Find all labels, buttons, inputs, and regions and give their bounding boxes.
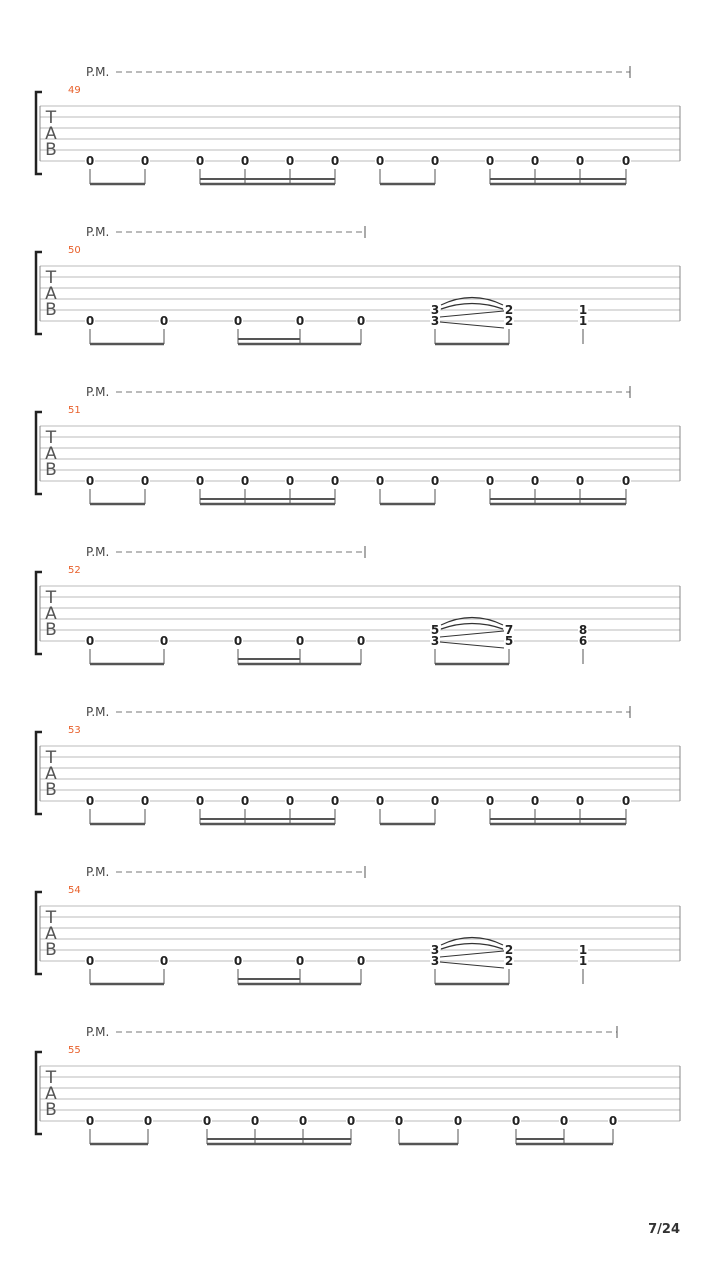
measure-number: 49 bbox=[68, 85, 81, 96]
chord-fret-lower: 5 bbox=[504, 634, 514, 648]
slide-line bbox=[440, 322, 504, 328]
tab-clef-letter: B bbox=[45, 300, 57, 320]
chord-fret-lower: 3 bbox=[430, 634, 440, 648]
fret-number: 0 bbox=[575, 154, 585, 168]
tab-clef-letter: T bbox=[45, 588, 57, 608]
fret-number: 0 bbox=[621, 474, 631, 488]
palm-mute-label: P.M. bbox=[86, 65, 110, 79]
system-bracket bbox=[36, 572, 42, 654]
fret-number: 0 bbox=[85, 1114, 95, 1128]
system-bracket bbox=[36, 1052, 42, 1134]
tab-clef-letter: A bbox=[45, 284, 57, 304]
tab-clef-letter: A bbox=[45, 924, 57, 944]
tab-clef-letter: B bbox=[45, 620, 57, 640]
fret-number: 0 bbox=[233, 954, 243, 968]
fret-number: 0 bbox=[530, 474, 540, 488]
fret-number: 0 bbox=[140, 154, 150, 168]
fret-number: 0 bbox=[485, 474, 495, 488]
measure-number: 53 bbox=[68, 725, 81, 736]
fret-number: 0 bbox=[159, 314, 169, 328]
fret-number: 0 bbox=[511, 1114, 521, 1128]
fret-number: 0 bbox=[453, 1114, 463, 1128]
measure-number: 54 bbox=[68, 885, 81, 896]
chord-fret-lower: 2 bbox=[504, 314, 514, 328]
fret-number: 0 bbox=[375, 154, 385, 168]
fret-number: 0 bbox=[559, 1114, 569, 1128]
page-number: 7/24 bbox=[648, 1222, 680, 1237]
fret-number: 0 bbox=[85, 314, 95, 328]
fret-number: 0 bbox=[233, 634, 243, 648]
fret-number: 0 bbox=[140, 794, 150, 808]
tab-system-54 bbox=[36, 865, 680, 984]
fret-number: 0 bbox=[202, 1114, 212, 1128]
measure-number: 52 bbox=[68, 565, 81, 576]
chord-fret-upper: 1 bbox=[578, 303, 588, 317]
chord-fret-lower: 2 bbox=[504, 954, 514, 968]
chord-fret-upper: 1 bbox=[578, 943, 588, 957]
chord-fret-lower: 3 bbox=[430, 954, 440, 968]
fret-number: 0 bbox=[250, 1114, 260, 1128]
fret-number: 0 bbox=[85, 954, 95, 968]
system-bracket bbox=[36, 412, 42, 494]
fret-number: 0 bbox=[430, 794, 440, 808]
fret-number: 0 bbox=[285, 474, 295, 488]
palm-mute-label: P.M. bbox=[86, 865, 110, 879]
legato-arc bbox=[441, 304, 503, 310]
slide-line bbox=[440, 642, 504, 648]
slide-line bbox=[440, 631, 504, 637]
tab-clef-letter: B bbox=[45, 940, 57, 960]
fret-number: 0 bbox=[295, 314, 305, 328]
system-bracket bbox=[36, 252, 42, 334]
fret-number: 0 bbox=[394, 1114, 404, 1128]
chord-fret-lower: 1 bbox=[578, 954, 588, 968]
fret-number: 0 bbox=[295, 634, 305, 648]
tab-clef-letter: T bbox=[45, 108, 57, 128]
chord-fret-lower: 6 bbox=[578, 634, 588, 648]
legato-arc bbox=[441, 944, 503, 950]
fret-number: 0 bbox=[285, 794, 295, 808]
measure-number: 55 bbox=[68, 1045, 81, 1056]
fret-number: 0 bbox=[375, 794, 385, 808]
tab-system-49 bbox=[36, 65, 680, 184]
palm-mute-label: P.M. bbox=[86, 545, 110, 559]
slide-line bbox=[440, 962, 504, 968]
fret-number: 0 bbox=[240, 154, 250, 168]
fret-number: 0 bbox=[240, 794, 250, 808]
fret-number: 0 bbox=[295, 954, 305, 968]
fret-number: 0 bbox=[621, 794, 631, 808]
fret-number: 0 bbox=[330, 474, 340, 488]
tab-system-53 bbox=[36, 705, 680, 824]
fret-number: 0 bbox=[240, 474, 250, 488]
fret-number: 0 bbox=[159, 634, 169, 648]
fret-number: 0 bbox=[195, 794, 205, 808]
tab-clef-letter: B bbox=[45, 1100, 57, 1120]
palm-mute-label: P.M. bbox=[86, 385, 110, 399]
tab-clef-letter: T bbox=[45, 908, 57, 928]
fret-number: 0 bbox=[85, 474, 95, 488]
fret-number: 0 bbox=[430, 154, 440, 168]
tab-clef-letter: T bbox=[45, 1068, 57, 1088]
tab-clef-letter: A bbox=[45, 764, 57, 784]
palm-mute-label: P.M. bbox=[86, 705, 110, 719]
tab-clef-letter: A bbox=[45, 1084, 57, 1104]
fret-number: 0 bbox=[140, 474, 150, 488]
fret-number: 0 bbox=[159, 954, 169, 968]
system-bracket bbox=[36, 892, 42, 974]
fret-number: 0 bbox=[485, 794, 495, 808]
fret-number: 0 bbox=[356, 314, 366, 328]
fret-number: 0 bbox=[233, 314, 243, 328]
chord-fret-upper: 7 bbox=[504, 623, 514, 637]
fret-number: 0 bbox=[195, 154, 205, 168]
chord-fret-upper: 3 bbox=[430, 303, 440, 317]
fret-number: 0 bbox=[430, 474, 440, 488]
fret-number: 0 bbox=[621, 154, 631, 168]
fret-number: 0 bbox=[575, 794, 585, 808]
chord-fret-lower: 3 bbox=[430, 314, 440, 328]
tab-clef-letter: A bbox=[45, 444, 57, 464]
fret-number: 0 bbox=[346, 1114, 356, 1128]
fret-number: 0 bbox=[143, 1114, 153, 1128]
chord-fret-upper: 5 bbox=[430, 623, 440, 637]
system-bracket bbox=[36, 92, 42, 174]
tab-clef-letter: B bbox=[45, 460, 57, 480]
fret-number: 0 bbox=[530, 794, 540, 808]
slide-line bbox=[440, 311, 504, 317]
tab-clef-letter: T bbox=[45, 268, 57, 288]
fret-number: 0 bbox=[485, 154, 495, 168]
fret-number: 0 bbox=[530, 154, 540, 168]
fret-number: 0 bbox=[298, 1114, 308, 1128]
palm-mute-label: P.M. bbox=[86, 1025, 110, 1039]
slide-line bbox=[440, 951, 504, 957]
palm-mute-label: P.M. bbox=[86, 225, 110, 239]
fret-number: 0 bbox=[330, 154, 340, 168]
system-bracket bbox=[36, 732, 42, 814]
fret-number: 0 bbox=[285, 154, 295, 168]
tab-clef-letter: B bbox=[45, 780, 57, 800]
tab-clef-letter: T bbox=[45, 748, 57, 768]
tab-system-52 bbox=[36, 545, 680, 664]
chord-fret-upper: 2 bbox=[504, 303, 514, 317]
fret-number: 0 bbox=[85, 154, 95, 168]
fret-number: 0 bbox=[375, 474, 385, 488]
chord-fret-lower: 1 bbox=[578, 314, 588, 328]
chord-fret-upper: 3 bbox=[430, 943, 440, 957]
chord-fret-upper: 8 bbox=[578, 623, 588, 637]
fret-number: 0 bbox=[85, 794, 95, 808]
fret-number: 0 bbox=[356, 954, 366, 968]
fret-number: 0 bbox=[195, 474, 205, 488]
tab-clef-letter: A bbox=[45, 124, 57, 144]
measure-number: 50 bbox=[68, 245, 81, 256]
tab-clef-letter: T bbox=[45, 428, 57, 448]
tab-system-51 bbox=[36, 385, 680, 504]
legato-arc bbox=[441, 624, 503, 630]
chord-fret-upper: 2 bbox=[504, 943, 514, 957]
fret-number: 0 bbox=[85, 634, 95, 648]
fret-number: 0 bbox=[608, 1114, 618, 1128]
tab-system-55 bbox=[36, 1025, 680, 1144]
measure-number: 51 bbox=[68, 405, 81, 416]
tab-clef-letter: B bbox=[45, 140, 57, 160]
fret-number: 0 bbox=[575, 474, 585, 488]
fret-number: 0 bbox=[330, 794, 340, 808]
tab-clef-letter: A bbox=[45, 604, 57, 624]
tab-system-50 bbox=[36, 225, 680, 344]
fret-number: 0 bbox=[356, 634, 366, 648]
